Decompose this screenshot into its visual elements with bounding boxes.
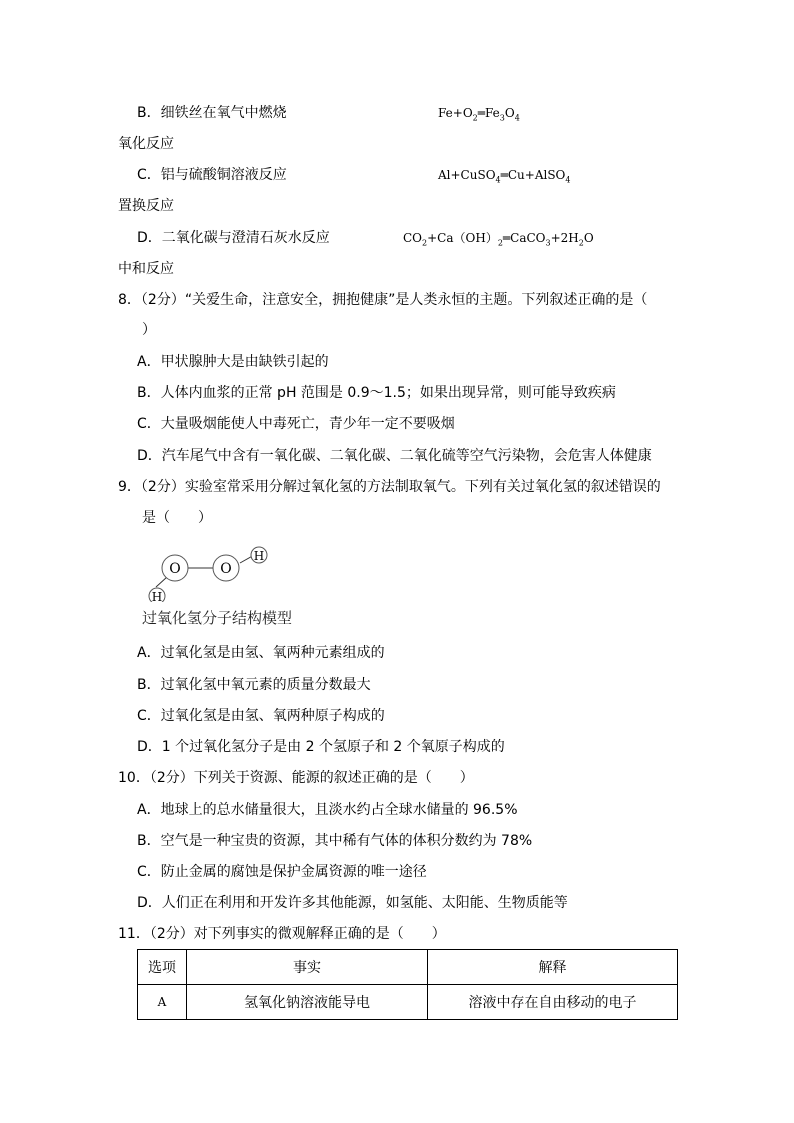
header-explanation: 解释 — [428, 950, 678, 985]
q11-table — [137, 949, 678, 1020]
q7-option-c-type: 置换反应 — [118, 198, 174, 214]
q9-option-c: C．过氧化氢是由氢、氧两种原子构成的 — [137, 708, 385, 724]
q10-option-a: A．地球上的总水储量很大，且淡水约占全球水储量的 96.5% — [137, 802, 518, 818]
q10-option-b: B．空气是一种宝贵的资源，其中稀有气体的体积分数约为 78% — [137, 833, 533, 849]
q9-option-a: A．过氧化氢是由氢、氧两种元素组成的 — [137, 645, 385, 661]
table-row — [138, 985, 678, 1020]
atom-h1: H — [253, 549, 265, 563]
q9-stem-cont: 是（ ） — [142, 510, 212, 526]
h2o2-molecule-diagram — [140, 542, 280, 602]
q8-option-c: C．大量吸烟能使人中毒死亡，青少年一定不要吸烟 — [137, 416, 455, 432]
q11-stem: 11．（2分）对下列事实的微观解释正确的是（ ） — [118, 926, 446, 942]
atom-o2: O — [220, 561, 232, 577]
q7-option-c: C．铝与硫酸铜溶液反应 — [137, 167, 287, 183]
q7-option-c-equation: Al+CuSO$_4$═Cu+AlSO$_4$ — [438, 168, 571, 185]
q8-stem: 8．（2分）“关爱生命，注意安全，拥抱健康”是人类永恒的主题。下列叙述正确的是（ — [118, 292, 648, 308]
header-option: 选项 — [138, 950, 187, 985]
q8-option-b: B．人体内血浆的正常 pH 范围是 0.9～1.5；如果出现异常，则可能导致疾病 — [137, 385, 616, 401]
atom-o1: O — [169, 561, 181, 577]
q10-option-d: D．人们正在利用和开发许多其他能源，如氢能、太阳能、生物质能等 — [137, 895, 568, 911]
q7-option-b: B．细铁丝在氧气中燃烧 — [137, 105, 287, 121]
q9-stem: 9．（2分）实验室常采用分解过氧化氢的方法制取氧气。下列有关过氧化氢的叙述错误的 — [118, 479, 661, 495]
figure-caption: 过氧化氢分子结构模型 — [142, 609, 293, 627]
q7-option-d-equation: $CO_2+Ca(OH)_2═CaCO_3+2H_2O$ — [403, 231, 594, 248]
q8-option-d: D．汽车尾气中含有一氧化碳、二氧化碳、二氧化硫等空气污染物，会危害人体健康 — [137, 448, 652, 464]
q9-option-b: B．过氧化氢中氧元素的质量分数最大 — [137, 677, 371, 693]
q10-option-c: C．防止金属的腐蚀是保护金属资源的唯一途径 — [137, 864, 427, 880]
cell-fact: 氢氧化钠溶液能导电 — [187, 985, 428, 1020]
header-fact: 事实 — [187, 950, 428, 985]
q7-option-b-type: 氧化反应 — [118, 136, 174, 152]
q10-stem: 10．（2分）下列关于资源、能源的叙述正确的是（ ） — [118, 770, 474, 786]
q7-option-d-type: 中和反应 — [118, 261, 174, 277]
q9-option-d: D．1 个过氧化氢分子是由 2 个氢原子和 2 个氧原子构成的 — [137, 739, 505, 755]
table-header-row — [138, 950, 678, 985]
q8-stem-cont: ） — [142, 322, 156, 338]
q7-option-d: D．二氧化碳与澄清石灰水反应 — [137, 230, 330, 246]
q7-option-b-equation: $Fe+O_2═Fe_3O_4$ — [438, 106, 520, 123]
cell-option: A — [138, 985, 187, 1020]
atom-h2: H — [151, 590, 163, 602]
cell-explanation: 溶液中存在自由移动的电子 — [428, 985, 678, 1020]
q8-option-a: A．甲状腺肿大是由缺铁引起的 — [137, 354, 329, 370]
